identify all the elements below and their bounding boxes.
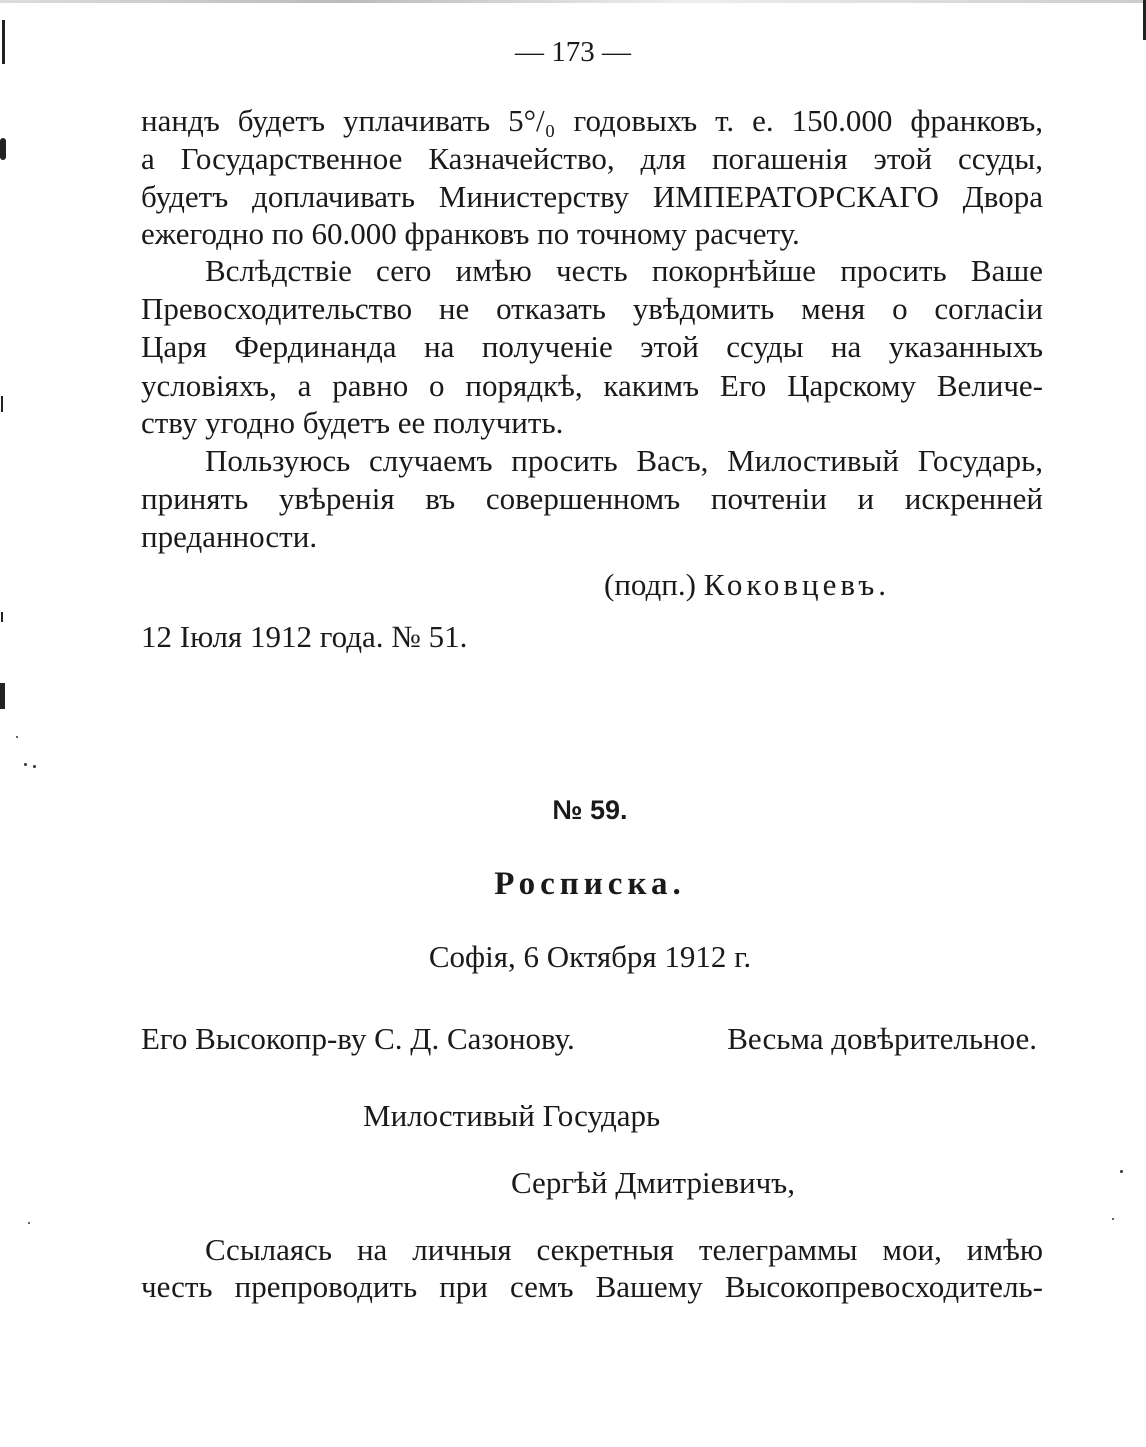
scan-top-edge — [0, 0, 1146, 3]
scan-speck — [16, 736, 18, 738]
scan-edge-mark — [1, 612, 3, 622]
paragraph-3-line: преданности. — [141, 519, 318, 554]
scan-edge-mark — [0, 138, 6, 160]
paragraph-3-line: Пользуюсь случаемъ просить Васъ, Милостивый Государь, — [205, 443, 1043, 478]
scan-speck — [28, 1222, 30, 1224]
salutation-name: Сергѣй Дмитріевичъ, — [511, 1165, 795, 1200]
document-title: Росписка. — [494, 866, 686, 902]
paragraph-4-line: честь препроводить при семъ Вашему Высокопревосходитель- — [141, 1269, 1043, 1304]
signature-name: Коковцевъ. — [703, 567, 890, 602]
document-number: № 59. — [552, 795, 628, 825]
scan-edge-mark — [1, 396, 3, 412]
paragraph-2-line: ству угодно будетъ ее получить. — [141, 405, 564, 440]
paragraph-4-line: Ссылаясь на личныя секретныя телеграммы мои, имѣю — [205, 1232, 1043, 1267]
paragraph-2-line: Превосходительство не отказать увѣдомить меня о согласіи — [141, 291, 1043, 326]
scan-speck — [1112, 1218, 1114, 1220]
paragraph-1-line: а Государственное Казначейство, для погашенія этой ссуды, — [141, 141, 1043, 176]
scan-speck — [1120, 1170, 1123, 1173]
page-number: — 173 — — [515, 36, 631, 68]
addressee: Его Высокопр-ву С. Д. Сазонову. — [141, 1021, 575, 1056]
scan-speck — [24, 763, 27, 766]
salutation-title: Милостивый Государь — [363, 1098, 661, 1133]
scan-edge-mark — [0, 683, 5, 709]
paragraph-3-line: принять увѣренія въ совершенномъ почтеніи и искренней — [141, 481, 1043, 516]
paragraph-2-line: Вслѣдствіе сего имѣю честь покорнѣйше просить Ваше — [205, 253, 1043, 288]
paragraph-1-line: нандъ будетъ уплачивать 5°/₀ годовыхъ т. е. 150.000 франковъ, — [141, 103, 1043, 138]
paragraph-2-line: условіяхъ, а равно о порядкѣ, какимъ Его Царскому Величе- — [141, 368, 1043, 403]
paragraph-1-line: ежегодно по 60.000 франковъ по точному расчету. — [141, 216, 800, 251]
scan-speck — [33, 765, 36, 768]
paragraph-2-line: Царя Фердинанда на полученіе этой ссуды на указанныхъ — [141, 329, 1043, 364]
paragraph-1-line: будетъ доплачивать Министерству ИМПЕРАТОРСКАГО Двора — [141, 179, 1043, 214]
place-date: Софія, 6 Октября 1912 г. — [428, 939, 752, 974]
signature — [604, 565, 890, 605]
signature-prefix: (подп.) — [604, 567, 696, 602]
confidentiality-note: Весьма довѣрительное. — [727, 1021, 1037, 1056]
date-line: 12 Іюля 1912 года. № 51. — [141, 619, 468, 654]
